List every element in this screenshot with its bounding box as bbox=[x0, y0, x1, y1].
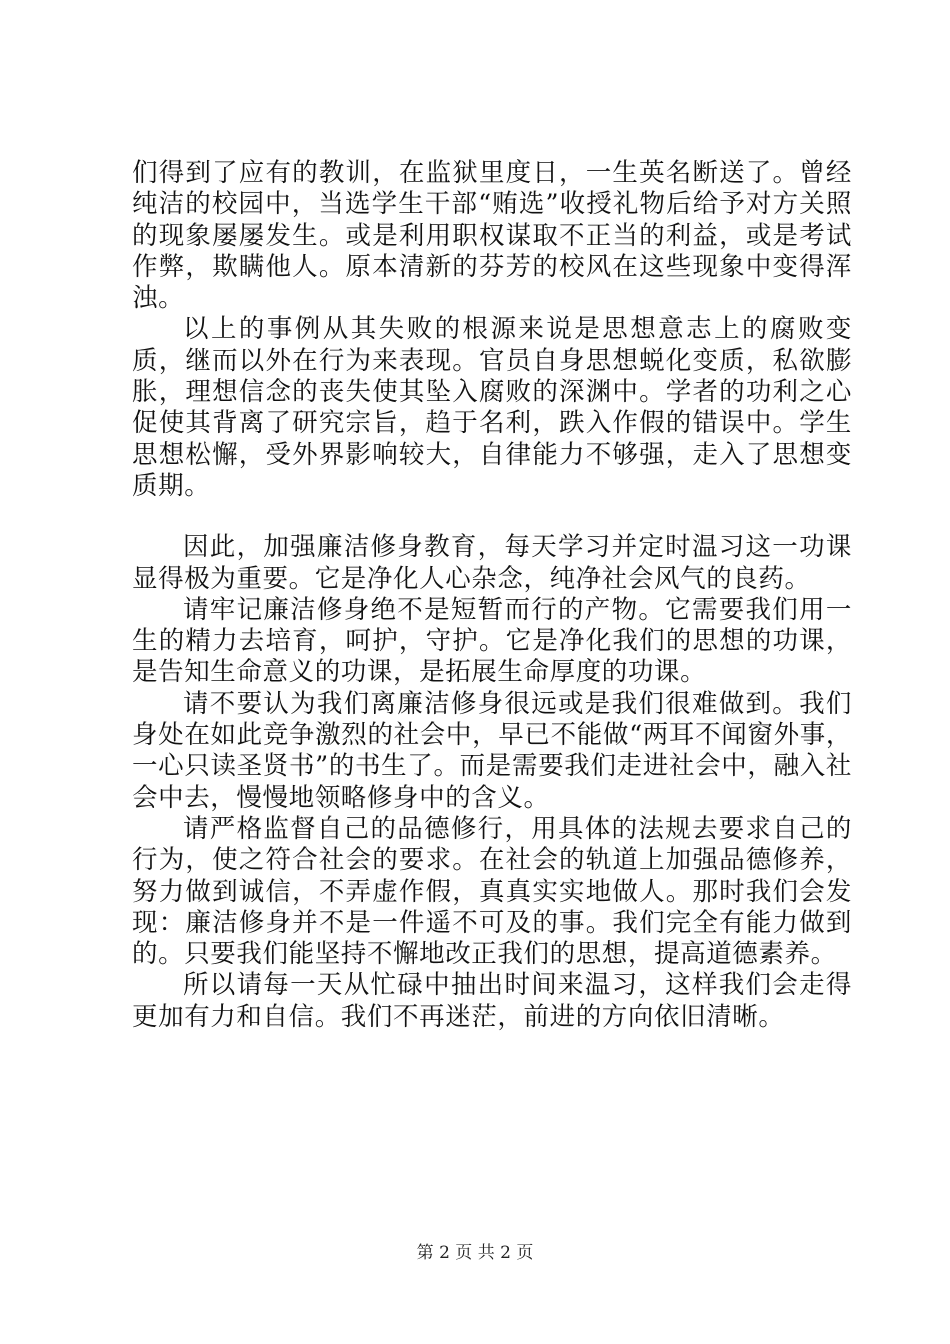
paragraph-supervise: 请严格监督自己的品德修行，用具体的法规去要求自己的行为，使之符合社会的要求。在社会的轨道上加强品德修养，努力做到诚信，不弄虚作假，真真实实地做人。那时我们会发现：廉洁修身并不是一件遥不可及的事。我们完全有能力做到的。只要我们能坚持不懈地改正我们的思想，提高道德素养。 bbox=[132, 813, 852, 970]
paragraph-continued: 们得到了应有的教训，在监狱里度日，一生英名断送了。曾经纯洁的校园中，当选学生干部“贿选”收授礼物后给予对方关照的现象屡屡发生。或是利用职权谋取不正当的利益，或是考试作弊，欺瞒他人。原本清新的芬芳的校风在这些现象中变得浑浊。 bbox=[132, 158, 852, 314]
paragraph-conclusion: 所以请每一天从忙碌中抽出时间来温习，这样我们会走得更加有力和自信。我们不再迷茫，前进的方向依旧清晰。 bbox=[132, 970, 852, 1032]
page-number-footer: 第 2 页 共 2 页 bbox=[416, 1243, 534, 1263]
paragraph-root-cause: 以上的事例从其失败的根源来说是思想意志上的腐败变质，继而以外在行为来表现。官员自身思想蜕化变质，私欲膨胀，理想信念的丧失使其坠入腐败的深渊中。学者的功利之心促使其背离了研究宗旨，趋于名利，跌入作假的错误中。学生思想松懈，受外界影响较大，自律能力不够强，走入了思想变质期。 bbox=[132, 314, 852, 501]
document-body bbox=[132, 158, 852, 1033]
paragraph-not-far: 请不要认为我们离廉洁修身很远或是我们很难做到。我们身处在如此竞争激烈的社会中，早已不能做“两耳不闻窗外事，一心只读圣贤书”的书生了。而是需要我们走进社会中，融入社会中去，慢慢地领略修身中的含义。 bbox=[132, 688, 852, 813]
paragraph-remember: 请牢记廉洁修身绝不是短暂而行的产物。它需要我们用一生的精力去培育，呵护，守护。它是净化我们的思想的功课，是告知生命意义的功课，是拓展生命厚度的功课。 bbox=[132, 594, 852, 688]
paragraph-therefore: 因此，加强廉洁修身教育，每天学习并定时温习这一功课显得极为重要。它是净化人心杂念，纯净社会风气的良药。 bbox=[132, 532, 852, 594]
